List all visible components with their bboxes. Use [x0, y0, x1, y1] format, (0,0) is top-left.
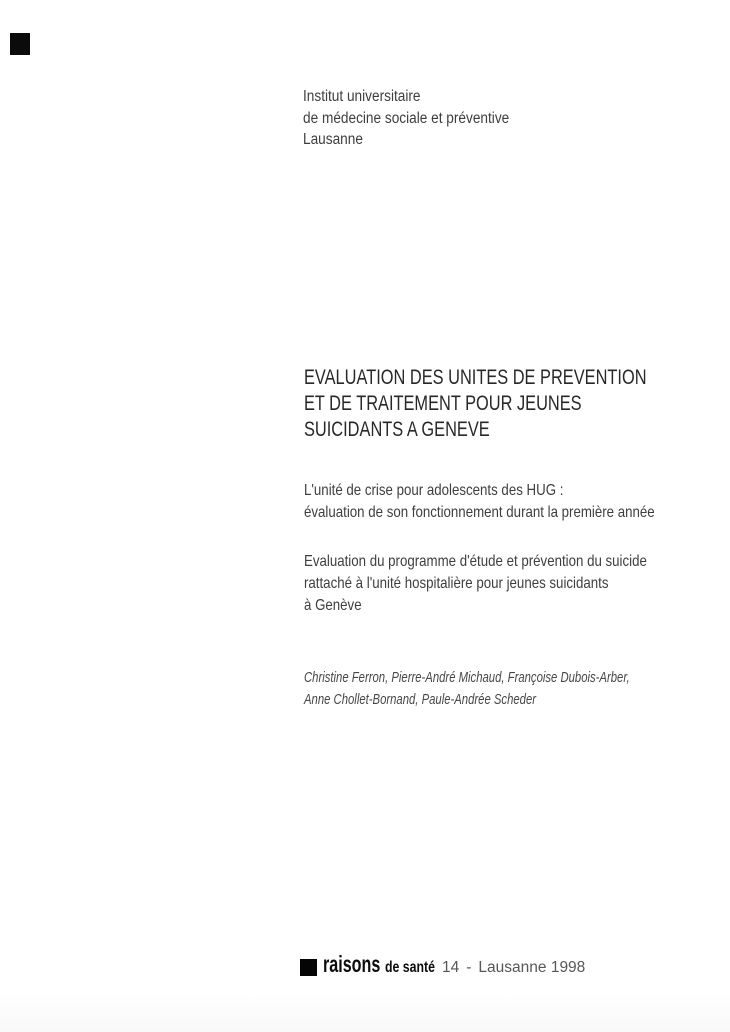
- series-logo-name: raisons: [323, 951, 381, 977]
- authors-line: Christine Ferron, Pierre-André Michaud, Françoise Dubois-Arber,: [304, 670, 630, 686]
- subtitle-line: L'unité de crise pour adolescents des HUG :: [304, 482, 564, 499]
- subtitle-line: Evaluation du programme d'étude et prévention du suicide: [304, 553, 647, 570]
- series-logo-qualifier: de santé: [385, 959, 435, 976]
- series-footer: [300, 953, 585, 976]
- report-title-line: ET DE TRAITEMENT POUR JEUNES: [304, 392, 582, 415]
- subtitle-line: évaluation de son fonctionnement durant la première année: [304, 504, 655, 521]
- institution-line: Lausanne: [303, 131, 363, 148]
- corner-square-icon: [10, 33, 30, 55]
- series-logo-square-icon: [300, 959, 317, 976]
- report-title-line: SUICIDANTS A GENEVE: [304, 418, 490, 441]
- authors-block: [304, 667, 721, 711]
- report-title-line: EVALUATION DES UNITES DE PREVENTION: [304, 366, 647, 389]
- institution-line: Institut universitaire: [303, 88, 421, 105]
- place-and-year: Lausanne 1998: [478, 959, 586, 976]
- subtitle-line: à Genève: [304, 597, 362, 614]
- series-issue-number: 14: [442, 959, 460, 976]
- subtitle-programme-evaluation: [304, 551, 717, 617]
- authors-line: Anne Chollet-Bornand, Paule-Andrée Scheder: [304, 692, 537, 708]
- footer-separator: -: [466, 959, 472, 976]
- subtitle-line: rattaché à l'unité hospitalière pour jeunes suicidants: [304, 575, 609, 592]
- institution-line: de médecine sociale et préventive: [303, 109, 510, 127]
- institution-block: [303, 86, 537, 151]
- report-title: [304, 365, 730, 443]
- subtitle-unite-de-crise: [304, 480, 727, 524]
